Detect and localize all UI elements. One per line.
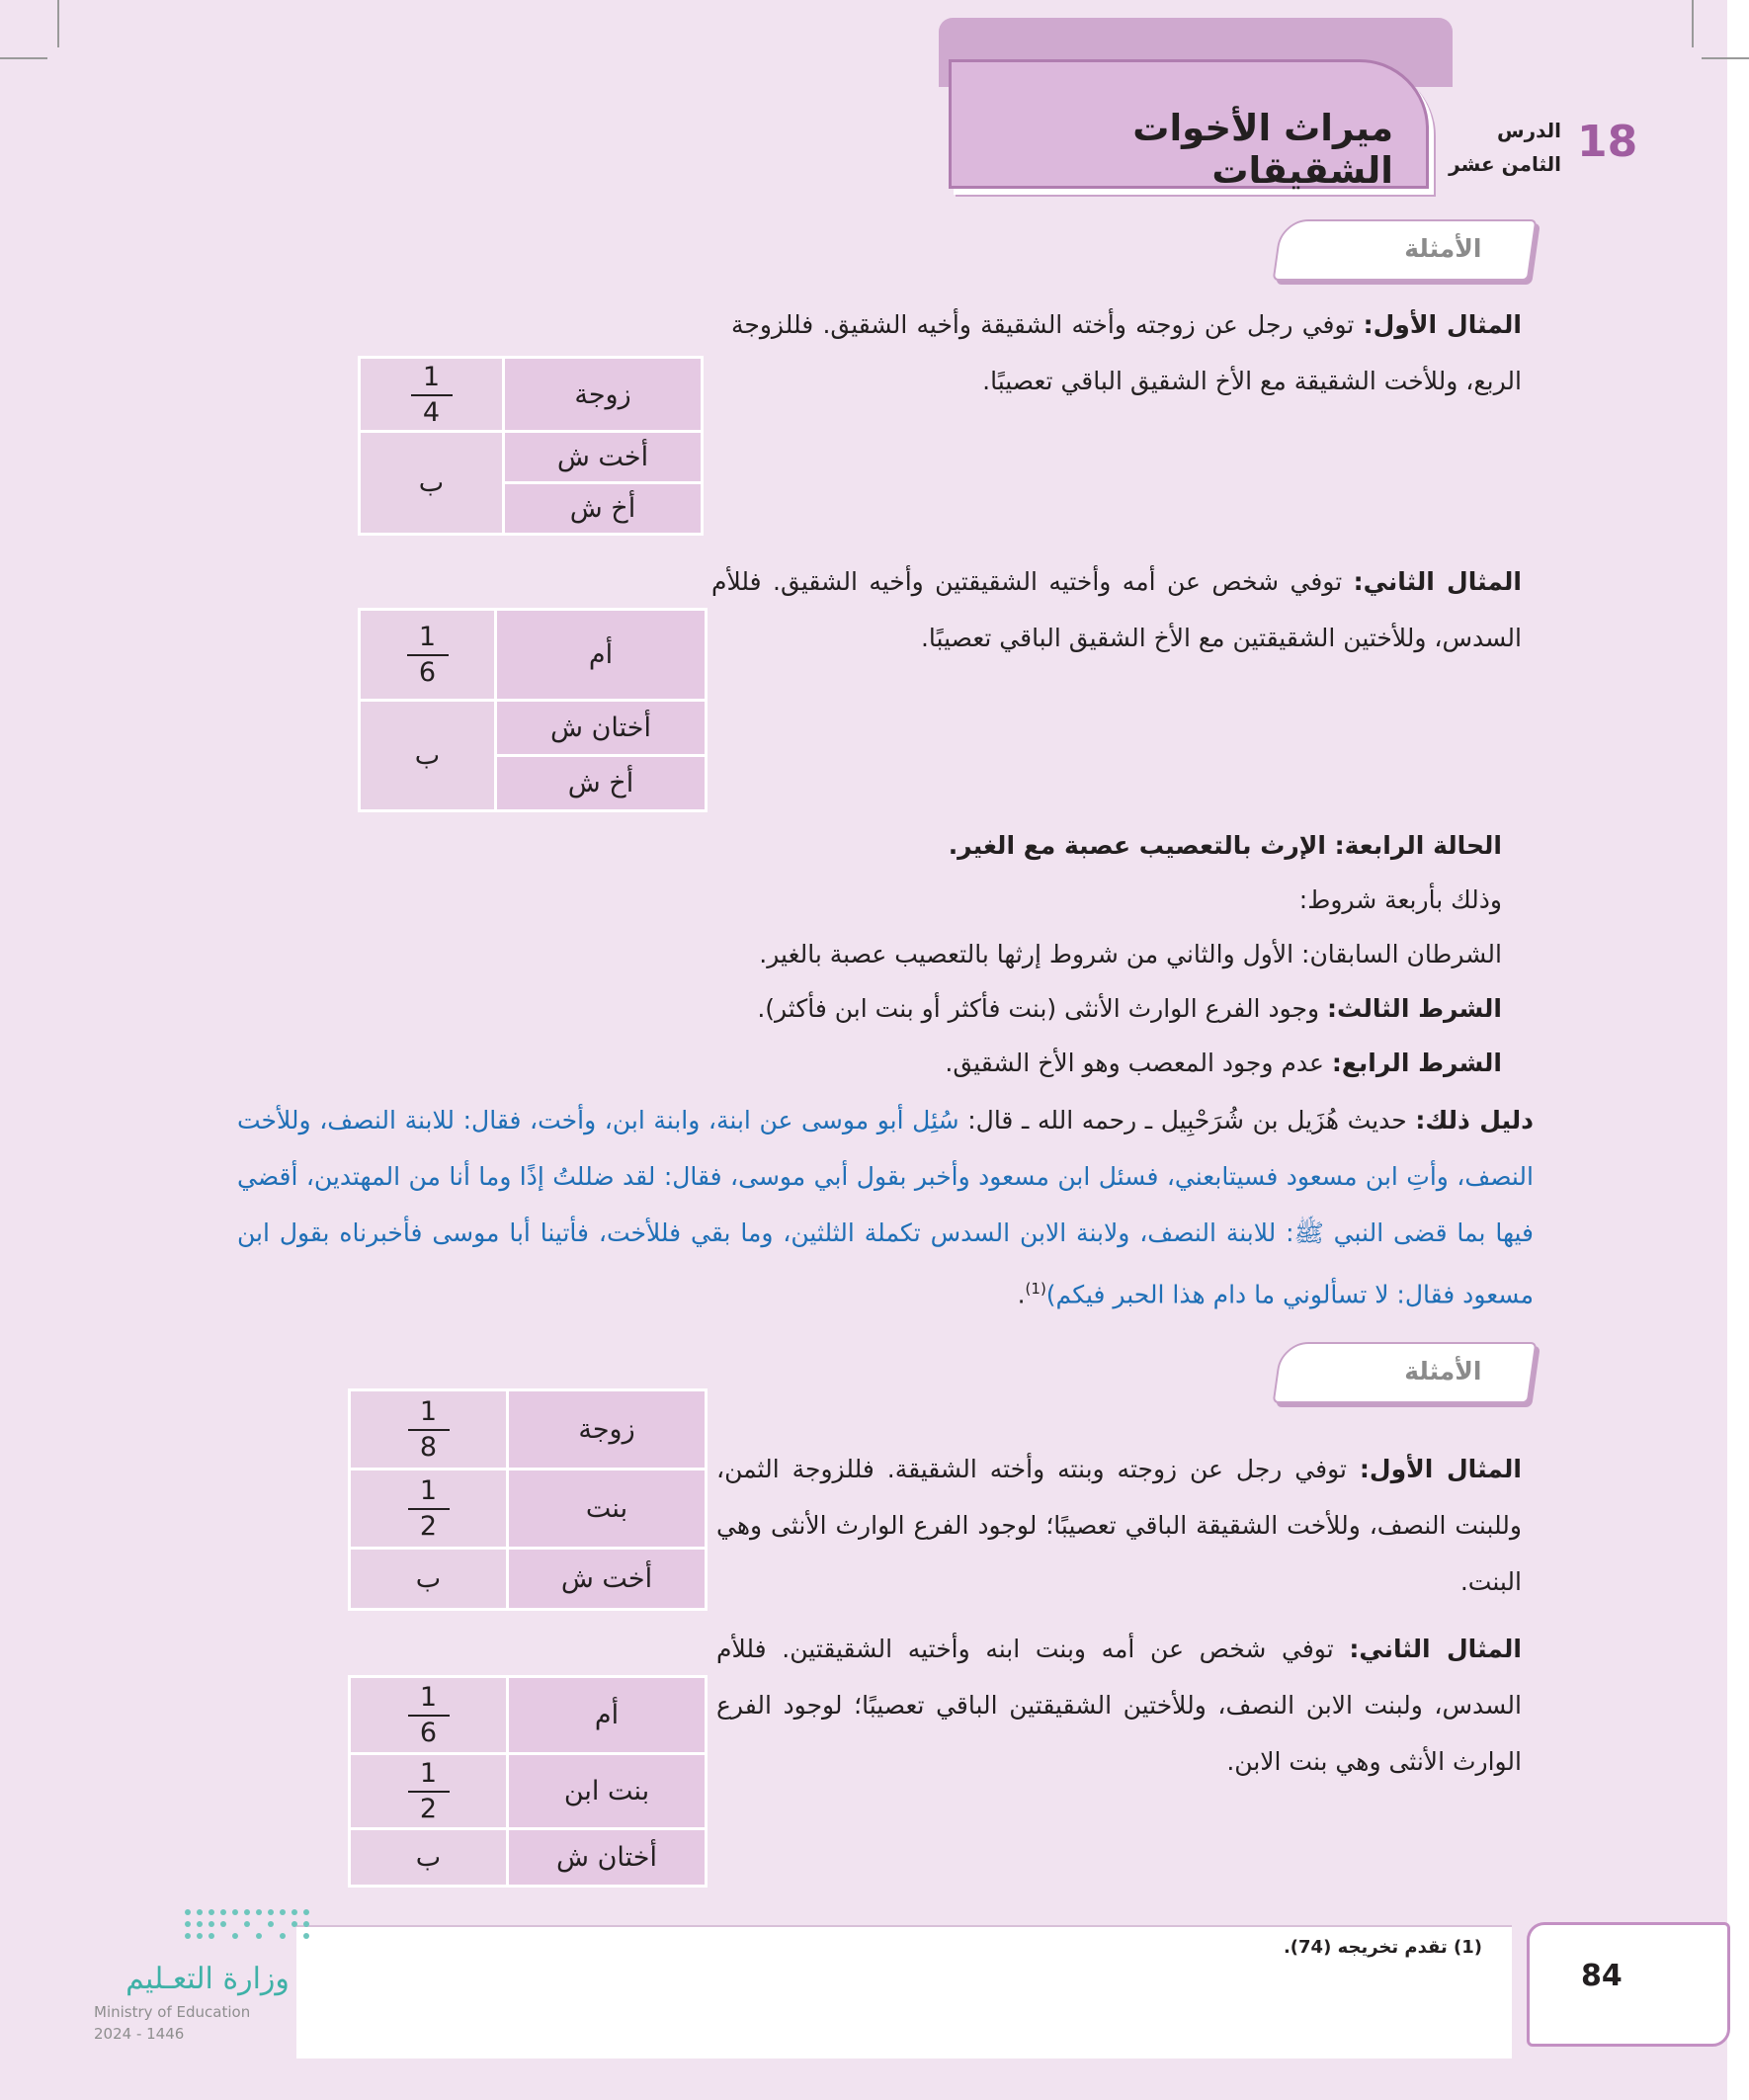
heir-cell: بنت ابن — [508, 1754, 707, 1829]
page-number-box — [1527, 1922, 1730, 2047]
ministry-logo — [94, 1902, 321, 2051]
proof-end: . — [1017, 1280, 1026, 1309]
example-text: توفي شخص عن أمه وبنت ابنه وأختيه الشقيقتين. فللأم السدس، ولبنت الابن النصف، وللأختين الشقيقتين الباقي تعصيبًا؛ لوجود الفرع الوارث الأنثى وهي بنت الابن. — [716, 1635, 1522, 1776]
examples-tag-2 — [1273, 1342, 1538, 1403]
lesson-label-line-2: الثامن عشر — [1449, 152, 1561, 176]
share-cell: ب — [350, 1549, 508, 1610]
example-1-paragraph — [731, 296, 1522, 409]
lesson-number: 18 — [1577, 117, 1638, 167]
condition-1-2: الشرطان السابقان: الأول والثاني من شروط إرثها بالتعصيب عصبة بالغير. — [759, 940, 1502, 968]
share-cell: ب — [350, 1829, 508, 1887]
heir-cell: زوجة — [504, 358, 703, 432]
case-4-heading — [593, 818, 1502, 873]
example-label: المثال الثاني: — [1353, 567, 1523, 596]
heir-cell: أختان ش — [508, 1829, 707, 1887]
example-2-paragraph — [711, 553, 1522, 666]
heir-cell: أخت ش — [504, 432, 703, 483]
heir-cell: زوجة — [508, 1390, 707, 1470]
examples-tag-label: الأمثلة — [1403, 234, 1482, 263]
heir-cell: أخت ش — [508, 1549, 707, 1610]
fraction-bar — [408, 1791, 450, 1793]
share-cell — [350, 1677, 508, 1754]
share-cell — [350, 1754, 508, 1829]
fraction-bar — [408, 1429, 450, 1431]
proof-hadith: سُئِل أبو موسى عن ابنة، وابنة ابن، وأخت، فقال: للابنة النصف، وللأخت النصف، وأتِ ابن مسعود فسيتابعني، فسئل ابن مسعود وأخبر بقول أبي موسى، فقال: لقد ضللتُ إذًا وما أنا من المهتدين، أقضي فيها بما قضى النبي ﷺ: للابنة النصف، ولابنة الابن السدس تكملة الثلثين، وما بقي فللأخت، فأتينا أبا موسى فأخبرناه بقول ابن مسعود فقال: لا تسألوني ما دام هذا الحبر فيكم) — [237, 1106, 1534, 1309]
inheritance-table-2 — [358, 608, 708, 812]
example-text: توفي رجل عن زوجته وبنته وأخته الشقيقة. فللزوجة الثمن، وللبنت النصف، وللأخت الشقيقة الباقي تعصيبًا؛ لوجود الفرع الوارث الأنثى وهي البنت. — [716, 1455, 1522, 1596]
heir-cell: بنت — [508, 1470, 707, 1549]
fraction — [411, 363, 453, 428]
condition-label: الشرط الثالث: — [1326, 994, 1502, 1023]
fraction — [407, 623, 449, 688]
example-label: المثال الأول: — [1359, 1455, 1522, 1483]
fraction-denominator: 6 — [418, 657, 437, 688]
fraction-numerator: 1 — [418, 622, 437, 652]
footnote-reference: (1) — [1025, 1280, 1046, 1298]
logo-arabic: وزارة التعـليم — [125, 1962, 290, 1996]
inheritance-table-3 — [348, 1388, 708, 1611]
crop-mark — [1702, 57, 1749, 59]
fraction-bar — [408, 1508, 450, 1510]
fraction-denominator: 2 — [419, 1511, 438, 1542]
examples-tag-label: الأمثلة — [1403, 1357, 1482, 1386]
heir-cell: أخ ش — [496, 756, 707, 811]
logo-dots-icon — [178, 1902, 326, 1952]
example-text: توفي شخص عن أمه وأختيه الشقيقتين وأخيه الشقيق. فللأم السدس، وللأختين الشقيقتين مع الأخ الشقيق الباقي تعصيبًا. — [711, 567, 1522, 652]
fraction-numerator: 1 — [419, 1475, 438, 1506]
share-cell — [350, 1390, 508, 1470]
fraction-denominator: 6 — [419, 1718, 438, 1748]
share-cell — [360, 610, 496, 701]
example-label: المثال الثاني: — [1349, 1635, 1522, 1663]
crop-mark — [1692, 0, 1694, 47]
fraction-denominator: 4 — [422, 396, 441, 428]
heir-cell: أختان ش — [496, 701, 707, 756]
proof-paragraph — [237, 1092, 1534, 1322]
fraction-numerator: 1 — [419, 1758, 438, 1789]
share-cell: ب — [360, 432, 504, 535]
proof-intro: حديث هُزَيل بن شُرَحْبِيل ـ رحمه الله ـ قال: — [958, 1106, 1416, 1134]
share-cell — [350, 1470, 508, 1549]
lesson-label-line-1: الدرس — [1496, 119, 1561, 142]
fraction — [408, 1397, 450, 1463]
fraction-numerator: 1 — [419, 1682, 438, 1713]
example-text: توفي رجل عن زوجته وأخته الشقيقة وأخيه الشقيق. فللزوجة الربع، وللأخت الشقيقة مع الأخ الشقيق الباقي تعصيبًا. — [731, 310, 1522, 395]
example-4-paragraph — [716, 1621, 1522, 1790]
fraction — [408, 1683, 450, 1748]
condition-3 — [593, 981, 1502, 1036]
fraction-denominator: 2 — [419, 1794, 438, 1824]
fraction — [408, 1476, 450, 1542]
condition-label: الشرط الرابع: — [1331, 1049, 1502, 1077]
fraction-denominator: 8 — [419, 1432, 438, 1463]
inheritance-table-4 — [348, 1675, 708, 1888]
proof-label: دليل ذلك: — [1415, 1106, 1534, 1134]
lesson-label — [1443, 114, 1561, 181]
page-number: 84 — [1581, 1959, 1623, 1993]
fraction-bar — [407, 654, 449, 656]
condition-text: عدم وجود المعصب وهو الأخ الشقيق. — [945, 1049, 1332, 1077]
fraction-numerator: 1 — [419, 1396, 438, 1427]
example-3-paragraph — [716, 1441, 1522, 1610]
case-4-block — [593, 818, 1502, 1090]
fraction-bar — [408, 1715, 450, 1717]
fraction — [408, 1759, 450, 1824]
logo-year: 2024 - 1446 — [94, 2025, 185, 2043]
examples-tag-1 — [1273, 219, 1538, 281]
fraction-numerator: 1 — [422, 361, 441, 392]
footnote: (1) تقدم تخريجه (74). — [1283, 1937, 1482, 1958]
crop-mark — [57, 0, 59, 47]
lesson-title: ميراث الأخوات الشقيقات — [1132, 107, 1393, 192]
example-label: المثال الأول: — [1363, 310, 1522, 339]
fraction-bar — [411, 394, 453, 396]
condition-text: وجود الفرع الوارث الأنثى (بنت فأكثر أو بنت ابن فأكثر). — [757, 994, 1327, 1023]
footnote-divider — [296, 1925, 1512, 1927]
inheritance-table-1 — [358, 356, 704, 536]
heir-cell: أم — [508, 1677, 707, 1754]
crop-mark — [0, 57, 47, 59]
condition-4 — [593, 1036, 1502, 1090]
heir-cell: أم — [496, 610, 707, 701]
case-4-intro: وذلك بأربعة شروط: — [1298, 885, 1502, 914]
share-cell — [360, 358, 504, 432]
case-4-heading-text: الحالة الرابعة: الإرث بالتعصيب عصبة مع الغير. — [948, 831, 1502, 860]
share-cell: ب — [360, 701, 496, 811]
logo-english: Ministry of Education — [94, 2003, 251, 2021]
heir-cell: أخ ش — [504, 483, 703, 535]
